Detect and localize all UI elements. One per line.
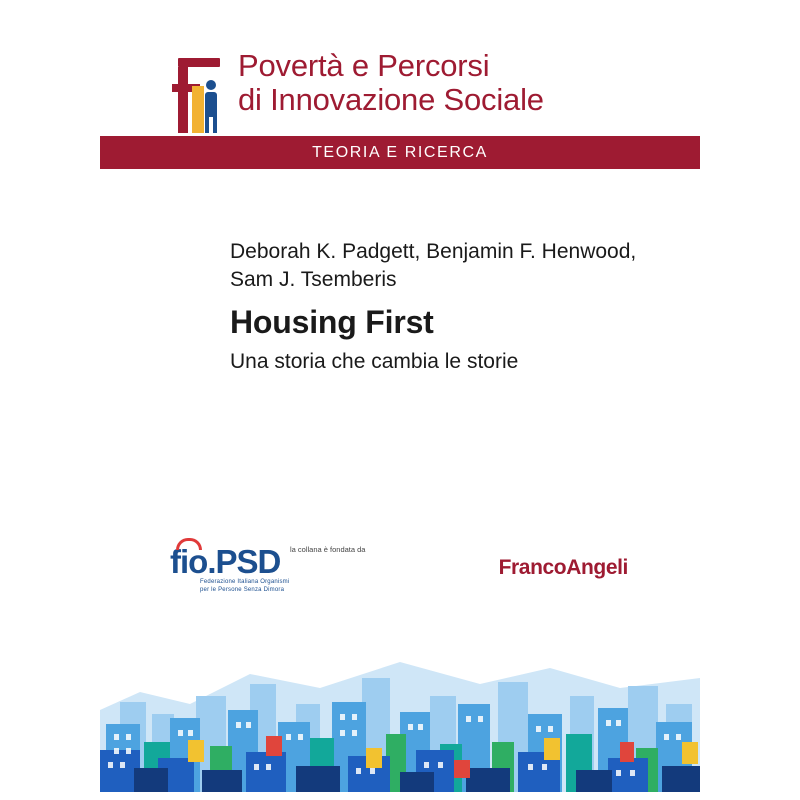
logo-pillar [192,86,204,133]
logo-person-leg-right-icon [213,115,217,133]
authors [230,238,690,295]
series-title-group [238,50,544,118]
book-title: Housing First [230,304,434,340]
series-band [100,136,700,169]
logo-person-body-icon [205,92,217,117]
povertà-e-percorsi-logo-icon [172,58,224,134]
fiopsd-subtext-line-1: Federazione Italiana Organismi [200,579,290,585]
book-subtitle: Una storia che cambia le storie [230,350,519,373]
fiopsd-wordmark [170,543,280,581]
series-band-label: TEORIA E RICERCA [312,144,488,161]
hillside-town-illustration [100,592,700,792]
logo-stem [178,67,188,133]
series-title-line-2: di Innovazione Sociale [238,81,544,117]
series-header-row [100,50,700,134]
authors-line-2: Sam J. Tsemberis [230,268,397,292]
series-title-line-1: Povertà e Percorsi [238,48,490,83]
logo-person-head-icon [206,80,216,90]
series-header [100,50,700,134]
illustration-svg [100,592,700,792]
logo-person-leg-left-icon [205,115,209,133]
fiopsd-subtext-line-2: per le Persone Senza Dimora [200,586,285,593]
book-cover [100,8,700,792]
publisher-logo: FrancoAngeli [498,556,628,579]
authors-line-1: Deborah K. Padgett, Benjamin F. Henwood, [230,240,637,263]
logo-top-bar [178,58,220,67]
fiopsd-collana-note: la collana è fondata da [290,545,366,554]
fiopsd-arc-icon [176,538,202,550]
fiopsd-wordmark-text: fio.PSD [170,543,281,580]
